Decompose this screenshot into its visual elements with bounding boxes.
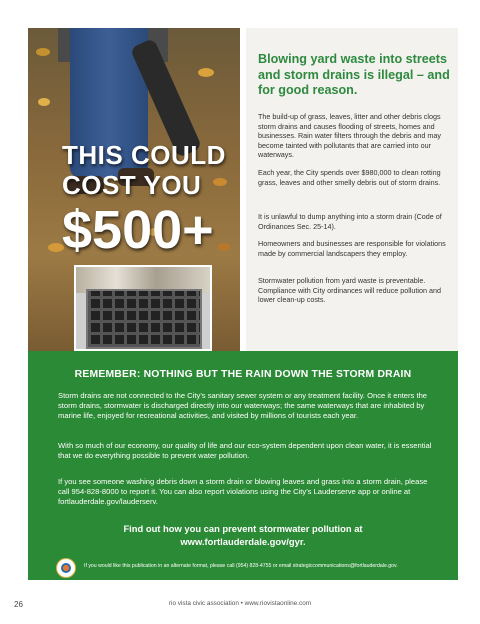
cost-line-2: COST YOU bbox=[62, 170, 202, 200]
call-to-action bbox=[28, 523, 458, 548]
cta-line-1: Find out how you can prevent stormwater pollution at bbox=[123, 523, 363, 534]
city-seal-logo bbox=[56, 558, 76, 578]
info-paragraph-5: Stormwater pollution from yard waste is preventable. Compliance with City ordinances will reduce pollution and lower clean-up costs. bbox=[258, 276, 441, 305]
flyer-page bbox=[28, 28, 458, 580]
footer-text: rio vista civic association • www.riovistaonline.com bbox=[168, 600, 312, 607]
storm-drain-photo bbox=[74, 265, 212, 351]
cta-link[interactable]: www.fortlauderdale.gov/gyr. bbox=[180, 535, 306, 547]
leaf-blower-photo bbox=[28, 28, 240, 351]
remember-paragraph-3: If you see someone washing debris down a storm drain or blowing leaves and grass into a storm drain, please call 954-828-8000 to report it. You can also report violations using the City's Lauderserve app or online at fortlauderdale.gov/lauderserv. bbox=[58, 477, 428, 507]
remember-panel bbox=[28, 351, 458, 580]
alternate-format-note: If you would like this publication in an alternate format, please call (954) 828-4755 or email strategiccommunications@fortlauderdale.gov. bbox=[84, 563, 398, 569]
info-paragraph-1: The build-up of grass, leaves, litter and other debris clogs storm drains and causes flooding of streets, homes and businesses. Rain water filters through the debris and may become tainted with pollutants that are carried into our waterways. bbox=[258, 112, 441, 160]
headline: Blowing yard waste into streets and storm drains is illegal – and for good reason. bbox=[258, 52, 450, 97]
cost-line-1: THIS COULD bbox=[62, 140, 226, 170]
info-paragraph-3: It is unlawful to dump anything into a storm drain (Code of Ordinances Sec. 25-14). bbox=[258, 212, 442, 231]
remember-paragraph-1: Storm drains are not connected to the City’s sanitary sewer system or any treatment facility. Once it enters the storm drains, stormwater is discharged directly into our waterways; the same waterways that are inhabited by marine life, enjoyed for recreational activities, and visited by millions of tourists each year. bbox=[58, 391, 428, 421]
drain-grate bbox=[86, 289, 202, 349]
info-paragraph-2: Each year, the City spends over $980,000 to clean rotting grass, leaves and other smelly debris out of storm drains. bbox=[258, 168, 441, 187]
remember-paragraph-2: With so much of our economy, our quality of life and our eco-system dependent upon clean water, it is essential that we do everything possible to prevent water pollution. bbox=[58, 441, 432, 461]
info-column bbox=[246, 28, 458, 351]
remember-heading: REMEMBER: NOTHING BUT THE RAIN DOWN THE STORM DRAIN bbox=[74, 369, 412, 380]
info-paragraph-4: Homeowners and businesses are responsible for violations made by commercial landscapers they employ. bbox=[258, 239, 446, 258]
cost-amount: $500+ bbox=[62, 200, 214, 260]
page-number: 26 bbox=[14, 600, 23, 609]
